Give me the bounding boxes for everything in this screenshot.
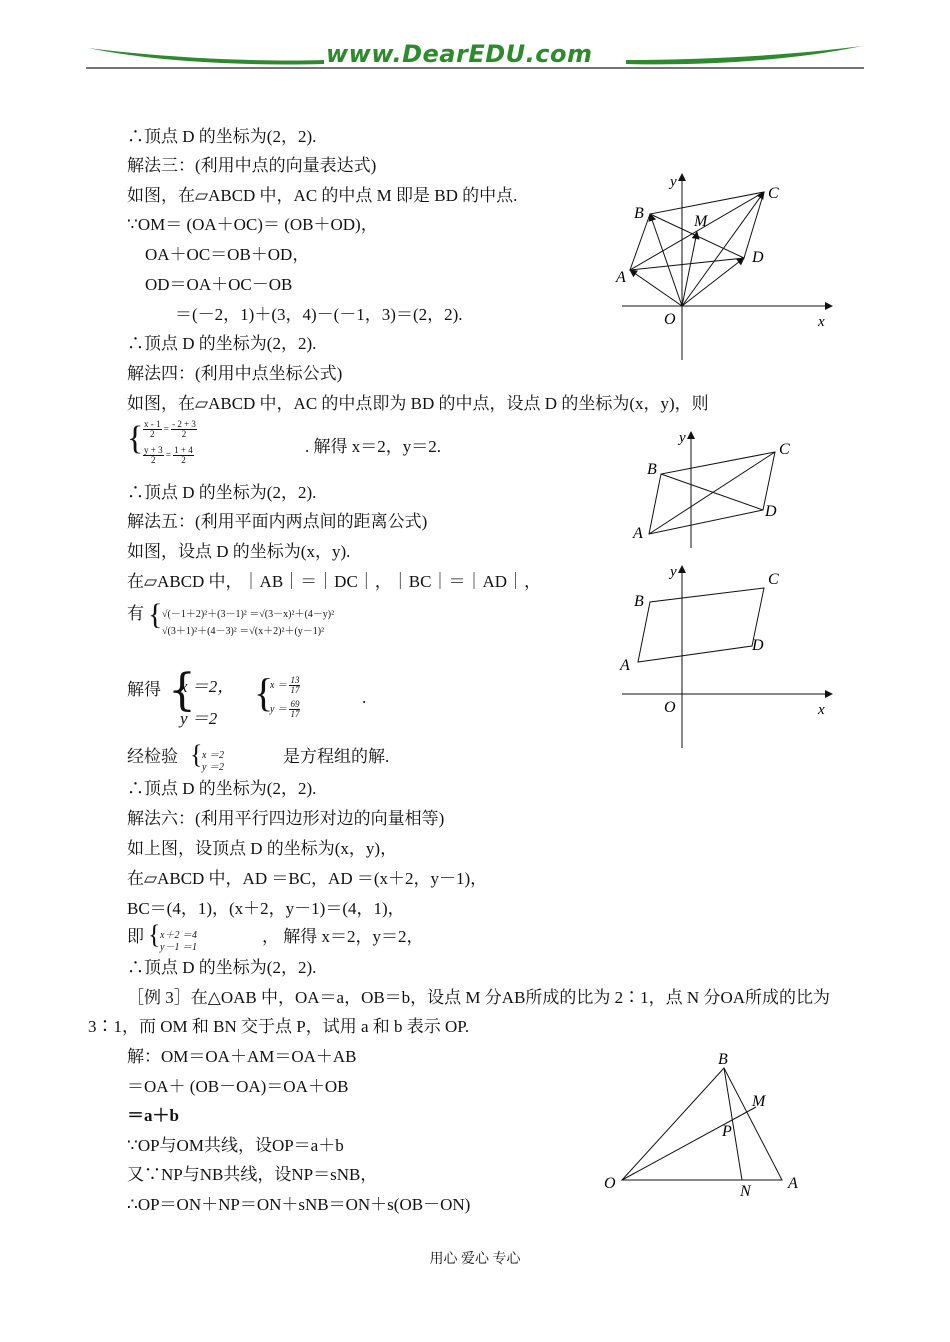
brace-symbol: { xyxy=(148,920,161,949)
label-a: A xyxy=(633,525,643,542)
text-line: ＝OA＋ (OB－OA)＝OA＋OB xyxy=(127,1077,349,1096)
label-y: y xyxy=(670,564,677,580)
text-line: ∴OP＝ON＋NP＝ON＋sNB＝ON＋s(OB－ON) xyxy=(127,1195,471,1214)
figure-2-parallelogram xyxy=(625,424,815,550)
text-line: ＝(－2，1)＋(3，4)－(－1，3)＝(2，2). xyxy=(175,305,463,324)
figure-1-vectors xyxy=(612,168,842,364)
text-line: 即 xyxy=(127,927,144,946)
diagonal-bd xyxy=(661,474,763,510)
example-3-text: ［例 3］在△OAB 中，OA＝a，OB＝b，设点 M 分AB所成的比为 2∶1，点 N 分OA所成的比为 xyxy=(127,988,830,1007)
solution-system-2 xyxy=(254,670,374,728)
text-line: ∴顶点 D 的坐标为(2，2). xyxy=(127,127,317,146)
parallelogram-abcd xyxy=(638,588,764,662)
system-row: √(3＋1)²＋(4－3)² ＝√(x＋2)²＋(y－1)² xyxy=(162,626,325,637)
text-line: ＝a＋b xyxy=(127,1106,179,1125)
label-c: C xyxy=(768,185,779,202)
system-row: $\frac{y + 3}{2}$ = $\frac{1 + 4}{2}$ xyxy=(144,445,193,465)
vector-od xyxy=(682,258,744,306)
text-line: OA＋OC＝OB＋OD， xyxy=(145,245,310,264)
text-line: . 解得 x＝2，y＝2. xyxy=(305,437,441,456)
system-row: y ＝ $\frac{69}{17}$ xyxy=(270,699,300,720)
system-row: y ＝2 xyxy=(180,709,218,728)
label-a: A xyxy=(788,1175,798,1192)
label-b: B xyxy=(718,1051,728,1068)
text-line: ∴顶点 D 的坐标为(2，2). xyxy=(127,334,317,353)
figure-4-triangle xyxy=(600,1044,810,1200)
system-row: y－1 ＝1 xyxy=(160,942,197,953)
label-b: B xyxy=(647,461,657,478)
triangle-oab xyxy=(622,1068,782,1180)
system-row: $\frac{x - 1}{2}$ = $\frac{- 2 + 3}{2}$ xyxy=(144,419,196,439)
label-o: O xyxy=(604,1175,616,1192)
figure-3-parallelogram-axes xyxy=(612,560,842,750)
system-row: x ＝2 xyxy=(202,750,224,761)
label-y: y xyxy=(679,430,686,446)
check-system xyxy=(190,740,280,774)
brace-symbol: { xyxy=(148,598,163,631)
right-swoosh xyxy=(626,46,862,64)
equation-system-m5 xyxy=(148,598,558,642)
text-line: OD＝OA＋OC－OB xyxy=(145,275,293,294)
method-5-title: 解法五：(利用平面内两点间的距离公式) xyxy=(127,512,428,531)
label-a: A xyxy=(620,657,630,674)
label-c: C xyxy=(768,571,779,588)
label-o: O xyxy=(664,699,676,716)
system-row: x＋2 ＝4 xyxy=(160,930,197,941)
text-line: ∴顶点 D 的坐标为(2，2). xyxy=(127,483,317,502)
system-row: x ＝2， xyxy=(180,677,235,696)
text-line: ∴顶点 D 的坐标为(2，2). xyxy=(127,958,317,977)
label-d: D xyxy=(752,637,764,654)
text-line: ∵OP与OM共线，设OP＝a＋b xyxy=(127,1136,344,1155)
method-3-title: 解法三：(利用中点的向量表达式) xyxy=(127,156,377,175)
label-m: M xyxy=(694,213,708,230)
system-row: √(－1＋2)²＋(3－1)² ＝√(3－x)²＋(4－y)² xyxy=(162,609,335,620)
period: . xyxy=(362,688,367,707)
text-line: 如图，设点 D 的坐标为(x，y). xyxy=(127,542,351,561)
text-line: 在▱ABCD 中，AD ＝BC，AD ＝(x＋2，y－1)， xyxy=(127,869,488,888)
text-line: BC＝(4，1)，(x＋2，y－1)＝(4，1)， xyxy=(127,899,405,918)
site-logo-text: www.DearEDU.com xyxy=(326,40,593,68)
label-m: M xyxy=(752,1093,766,1110)
text-line: 有 xyxy=(127,604,144,623)
vector-ob xyxy=(650,214,682,306)
method-6-title: 解法六：(利用平行四边形对边的向量相等) xyxy=(127,809,445,828)
text-line: 如上图，设顶点 D 的坐标为(x，y)， xyxy=(127,839,398,858)
label-b: B xyxy=(634,593,644,610)
text-line: 经检验 xyxy=(127,747,178,766)
label-x: x xyxy=(818,314,825,330)
label-c: C xyxy=(779,441,790,458)
header-banner xyxy=(86,40,864,72)
system-row: y ＝2 xyxy=(202,762,224,773)
label-n: N xyxy=(740,1183,751,1200)
label-d: D xyxy=(765,503,777,520)
text-line: 如图，在▱ABCD 中，AC 的中点即为 BD 的中点，设点 D 的坐标为(x，y)，则 xyxy=(127,394,709,413)
system-row: x ＝ $\frac{13}{17}$ xyxy=(270,675,300,696)
brace-symbol: { xyxy=(127,420,144,457)
footer-text: 用心 爱心 专心 xyxy=(429,1252,521,1267)
label-y: y xyxy=(670,174,677,190)
text-line: 在▱ABCD 中，｜AB｜＝｜DC｜，｜BC｜＝｜AD｜， xyxy=(127,572,542,591)
brace-symbol: { xyxy=(168,665,196,716)
solution-system-1 xyxy=(168,665,248,728)
label-d: D xyxy=(752,249,764,266)
text-line: 是方程组的解. xyxy=(283,747,390,766)
vector-oa xyxy=(630,270,682,306)
label-p: P xyxy=(722,1123,732,1140)
text-line: ∴顶点 D 的坐标为(2，2). xyxy=(127,779,317,798)
text-line: 解：OM＝OA＋AM＝OA＋AB xyxy=(127,1047,357,1066)
text-line: ， 解得 x＝2，y＝2， xyxy=(262,927,424,946)
left-swoosh xyxy=(88,48,324,64)
equation-system-m4 xyxy=(127,418,317,474)
text-line: 又∵NP与NB共线，设NP＝sNB， xyxy=(127,1165,378,1184)
label-o: O xyxy=(664,311,676,328)
equation-system-m6 xyxy=(148,920,268,954)
text-line: 解得 xyxy=(127,680,161,699)
label-b: B xyxy=(634,205,644,222)
method-4-title: 解法四：(利用中点坐标公式) xyxy=(127,364,343,383)
brace-symbol: { xyxy=(254,670,274,715)
text-line: 如图，在▱ABCD 中，AC 的中点 M 即是 BD 的中点. xyxy=(127,186,518,205)
example-3-text: 3∶1，而 OM 和 BN 交于点 P，试用 a 和 b 表示 OP. xyxy=(88,1017,470,1036)
text-line: ∵OM＝ (OA＋OC)＝ (OB＋OD)， xyxy=(127,215,378,234)
label-a: A xyxy=(616,269,626,286)
brace-symbol: { xyxy=(190,740,203,769)
label-x: x xyxy=(818,702,825,718)
